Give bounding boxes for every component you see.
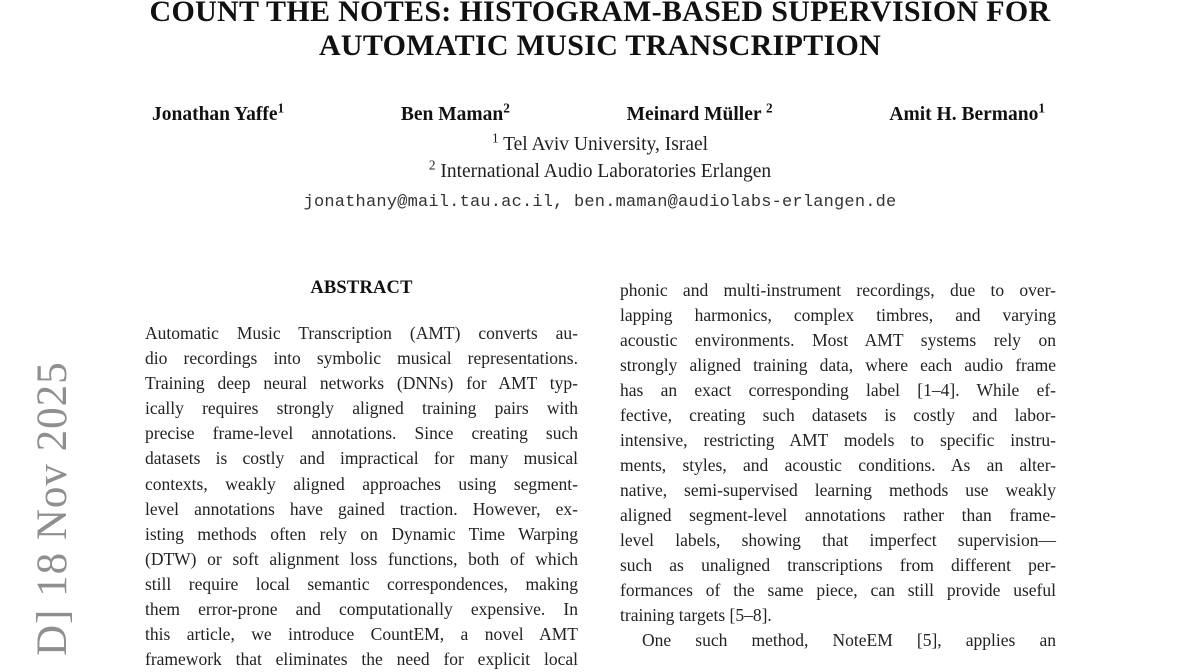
- text-line: such as unaligned transcriptions from different per-: [620, 555, 1056, 575]
- text-line: precise frame-level annotations. Since creating such: [145, 423, 578, 444]
- author-4: [889, 101, 1045, 128]
- abstract-heading: ABSTRACT: [310, 278, 413, 298]
- text-line: phonic and multi-instrument recordings, due to over-: [620, 280, 1056, 300]
- author-2: [401, 101, 510, 128]
- text-line: One such method, NoteEM [5], applies an: [642, 630, 1056, 650]
- text-line: strongly aligned training data, where each audio frame: [620, 355, 1056, 375]
- affiliation-1: [0, 131, 1200, 158]
- text-line: level annotations have gained traction. However, ex-: [145, 498, 578, 519]
- text-line: level labels, showing that imperfect supervision—: [620, 530, 1056, 550]
- text-line: lapping harmonics, complex timbres, and varying: [620, 305, 1056, 325]
- arxiv-stamp: D] 18 Nov 2025: [29, 361, 76, 656]
- affiliations: [0, 131, 1200, 185]
- author-4-name: Amit H. Bermano: [889, 104, 1039, 125]
- author-2-affiliation-mark: 2: [503, 100, 510, 116]
- abstract-column: [145, 321, 578, 672]
- text-line: them error-prone and computationally expensive. In: [145, 599, 578, 620]
- text-line: datasets is costly and impractical for many musical: [145, 448, 578, 469]
- text-line: native, semi-supervised learning methods use weakly: [620, 480, 1056, 500]
- text-line: (DTW) or soft alignment loss functions, both of which: [145, 548, 578, 569]
- affiliation-2: [0, 158, 1200, 185]
- text-line: framework that eliminates the need for explicit local: [145, 649, 578, 670]
- text-line: ically requires strongly aligned training pairs with: [145, 398, 578, 419]
- author-1: [152, 101, 284, 128]
- author-1-affiliation-mark: 1: [277, 100, 285, 116]
- intro-paragraph-2: [620, 628, 1056, 653]
- affiliation-1-text: Tel Aviv University, Israel: [498, 134, 709, 155]
- paper-title: [0, 0, 1200, 63]
- affiliation-2-mark: 2: [428, 157, 436, 173]
- text-line: has an exact corresponding label [1–4]. While ef-: [620, 380, 1056, 400]
- author-2-name: Ben Maman: [400, 104, 504, 125]
- text-line: training targets [5–8].: [620, 605, 772, 625]
- author-emails: jonathany@mail.tau.ac.il, ben.maman@audiolabs-erlangen.de: [303, 193, 897, 212]
- text-line: Automatic Music Transcription (AMT) converts au-: [145, 323, 578, 343]
- text-line: acoustic environments. Most AMT systems rely on: [620, 330, 1056, 350]
- author-1-name: Jonathan Yaffe: [152, 104, 278, 125]
- text-line: isting methods often rely on Dynamic Time Warping: [145, 523, 578, 544]
- paper-title-line-2: AUTOMATIC MUSIC TRANSCRIPTION: [318, 29, 882, 62]
- author-4-affiliation-mark: 1: [1038, 100, 1045, 116]
- text-line: this article, we introduce CountEM, a novel AMT: [145, 624, 578, 645]
- author-3-name: Meinard Müller: [626, 104, 767, 125]
- intro-paragraph-1: [620, 278, 1056, 628]
- text-line: still require local semantic correspondences, making: [145, 573, 578, 594]
- text-line: aligned segment-level annotations rather than frame-: [620, 505, 1056, 525]
- text-line: fective, creating such datasets is costly and labor-: [620, 405, 1056, 425]
- text-line: Training deep neural networks (DNNs) for AMT typ-: [145, 373, 578, 394]
- author-3: [627, 101, 773, 128]
- author-row: [152, 101, 1045, 128]
- text-line: intensive, restricting AMT models to specific instru-: [620, 430, 1056, 450]
- author-3-affiliation-mark: 2: [766, 100, 773, 116]
- text-line: ments, styles, and acoustic conditions. As an alter-: [620, 455, 1056, 475]
- intro-column: [620, 278, 1056, 653]
- affiliation-1-mark: 1: [491, 130, 499, 146]
- affiliation-2-text: International Audio Laboratories Erlangen: [435, 161, 772, 182]
- text-line: formances of the same piece, can still provide useful: [620, 580, 1056, 600]
- paper-title-line-1: COUNT THE NOTES: HISTOGRAM-BASED SUPERVISION FOR: [149, 0, 1051, 28]
- text-line: dio recordings into symbolic musical representations.: [145, 348, 578, 369]
- text-line: contexts, weakly aligned approaches using segment-: [145, 473, 578, 494]
